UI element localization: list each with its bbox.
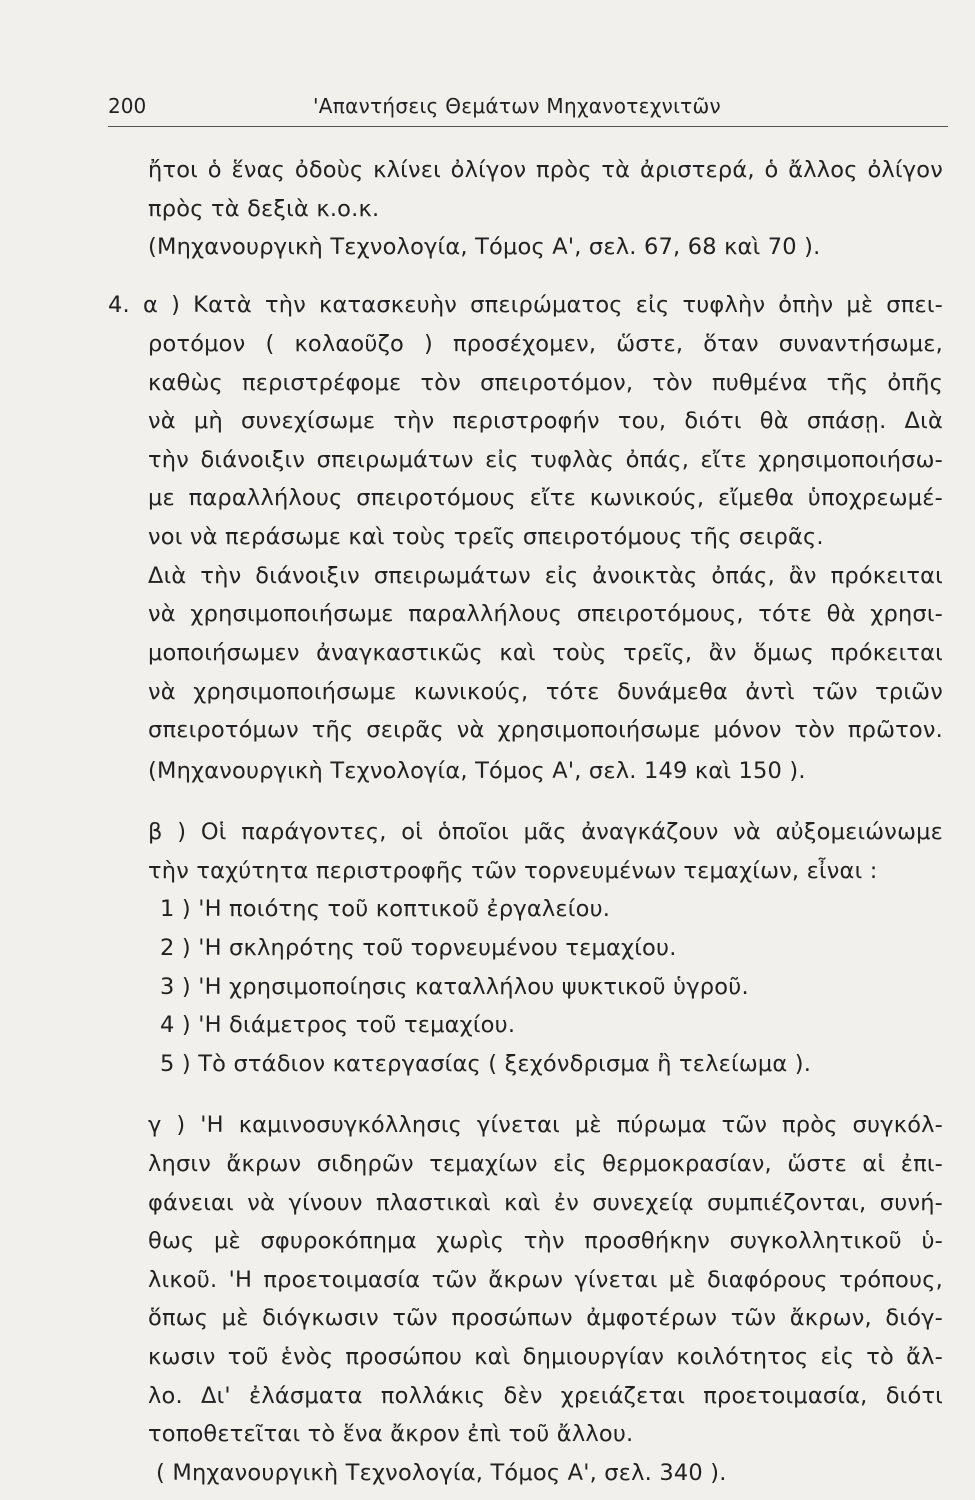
text-line: β ) Οἱ παράγοντες, οἱ ὁποῖοι μᾶς ἀναγκάζουν νὰ αὐξομειώνωμε bbox=[148, 819, 943, 845]
citation: ( Μηχανουργικὴ Τεχνολογία, Τόμος Α', σελ. 340 ). bbox=[156, 1460, 727, 1486]
text-line: καθὼς περιστρέφομε τὸν σπειροτόμον, τὸν πυθμένα τῆς ὀπῆς bbox=[148, 370, 943, 396]
text-line: νοι νὰ περάσωμε καὶ τοὺς τρεῖς σπειροτόμους τῆς σειρᾶς. bbox=[148, 524, 824, 550]
page-number: 200 bbox=[108, 94, 147, 118]
text-line: με παραλλήλους σπειροτόμους εἴτε κωνικούς, εἴμεθα ὑποχρεωμέ- bbox=[148, 485, 943, 511]
text-line: κωσιν τοῦ ἑνὸς προσώπου καὶ δημιουργίαν κοιλότητος εἰς τὸ ἄλ- bbox=[148, 1344, 943, 1370]
text-line: λο. Δι' ἐλάσματα πολλάκις δὲν χρειάζεται προετοιμασία, διότι bbox=[148, 1383, 943, 1409]
text-line: 4. α ) Κατὰ τὴν κατασκευὴν σπειρώματος εἰς τυφλὴν ὀπὴν μὲ σπει- bbox=[108, 292, 943, 318]
text-line: τὴν διάνοιξιν σπειρωμάτων εἰς τυφλὰς ὀπάς, εἴτε χρησιμοποιήσω- bbox=[148, 447, 943, 473]
page-header bbox=[108, 92, 948, 127]
text-line: ὅπως μὲ διόγκωσιν τῶν προσώπων ἀμφοτέρων τῶν ἄκρων, διόγ- bbox=[148, 1305, 943, 1331]
text-line: ροτόμον ( κολαοῦζο ) προσέχομεν, ὥστε, ὅταν συναντήσωμε, bbox=[148, 331, 943, 357]
text-line: νὰ χρησιμοποιήσωμε παραλλήλους σπειροτόμους, τότε θὰ χρησι- bbox=[148, 601, 943, 627]
text-line: φάνειαι νὰ γίνουν πλαστικαὶ καὶ ἐν συνεχείᾳ συμπιέζονται, συνή- bbox=[148, 1190, 943, 1216]
text-line: σπειροτόμων τῆς σειρᾶς νὰ χρησιμοποιήσωμε μόνον τὸν πρῶτον. bbox=[148, 717, 943, 743]
text-line: πρὸς τὰ δεξιὰ κ.ο.κ. bbox=[148, 196, 380, 222]
list-item: 3 ) 'Η χρησιμοποίησις καταλλήλου ψυκτικοῦ ὑγροῦ. bbox=[160, 974, 749, 1000]
citation: (Μηχανουργικὴ Τεχνολογία, Τόμος Α', σελ. 149 καὶ 150 ). bbox=[148, 758, 806, 784]
text-line: Διὰ τὴν διάνοιξιν σπειρωμάτων εἰς ἀνοικτὰς ὀπάς, ἂν πρόκειται bbox=[148, 563, 943, 589]
list-item: 5 ) Τὸ στάδιον κατεργασίας ( ξεχόνδρισμα ἢ τελείωμα ). bbox=[160, 1051, 812, 1077]
text-line: νὰ μὴ συνεχίσωμε τὴν περιστροφήν του, διότι θὰ σπάσῃ. Διὰ bbox=[148, 408, 943, 434]
citation: (Μηχανουργικὴ Τεχνολογία, Τόμος Α', σελ. 67, 68 καὶ 70 ). bbox=[148, 234, 821, 260]
text-line: ἤτοι ὁ ἕνας ὀδοὺς κλίνει ὀλίγον πρὸς τὰ ἀριστερά, ὁ ἄλλος ὀλίγον bbox=[148, 157, 943, 183]
text-line: γ ) 'Η καμινοσυγκόλλησις γίνεται μὲ πύρωμα τῶν πρὸς συγκόλ- bbox=[148, 1112, 943, 1138]
list-item: 2 ) 'Η σκληρότης τοῦ τορνευμένου τεμαχίου. bbox=[160, 935, 677, 961]
text-line: λησιν ἄκρων σιδηρῶν τεμαχίων εἰς θερμοκρασίαν, ὥστε αἱ ἐπι- bbox=[148, 1151, 943, 1177]
text-line: θως μὲ σφυροκόπημα χωρὶς τὴν προσθήκην συγκολλητικοῦ ὑ- bbox=[148, 1228, 943, 1254]
text-line: λικοῦ. 'Η προετοιμασία τῶν ἄκρων γίνεται μὲ διαφόρους τρόπους, bbox=[148, 1267, 943, 1293]
list-item: 4 ) 'Η διάμετρος τοῦ τεμαχίου. bbox=[160, 1012, 516, 1038]
text-line: τοποθετεῖται τὸ ἕνα ἄκρον ἐπὶ τοῦ ἄλλου. bbox=[148, 1421, 634, 1447]
running-title: 'Απαντήσεις Θεμάτων Μηχανοτεχνιτῶν bbox=[313, 94, 722, 118]
text-line: τὴν ταχύτητα περιστροφῆς τῶν τορνευμένων τεμαχίων, εἶναι : bbox=[148, 858, 878, 884]
list-item: 1 ) 'Η ποιότης τοῦ κοπτικοῦ ἐργαλείου. bbox=[160, 896, 611, 922]
text-line: μοποιήσωμεν ἀναγκαστικῶς καὶ τοὺς τρεῖς, ἂν ὅμως πρόκειται bbox=[148, 640, 943, 666]
text-line: νὰ χρησιμοποιήσωμε κωνικούς, τότε δυνάμεθα ἀντὶ τῶν τριῶν bbox=[148, 679, 943, 705]
